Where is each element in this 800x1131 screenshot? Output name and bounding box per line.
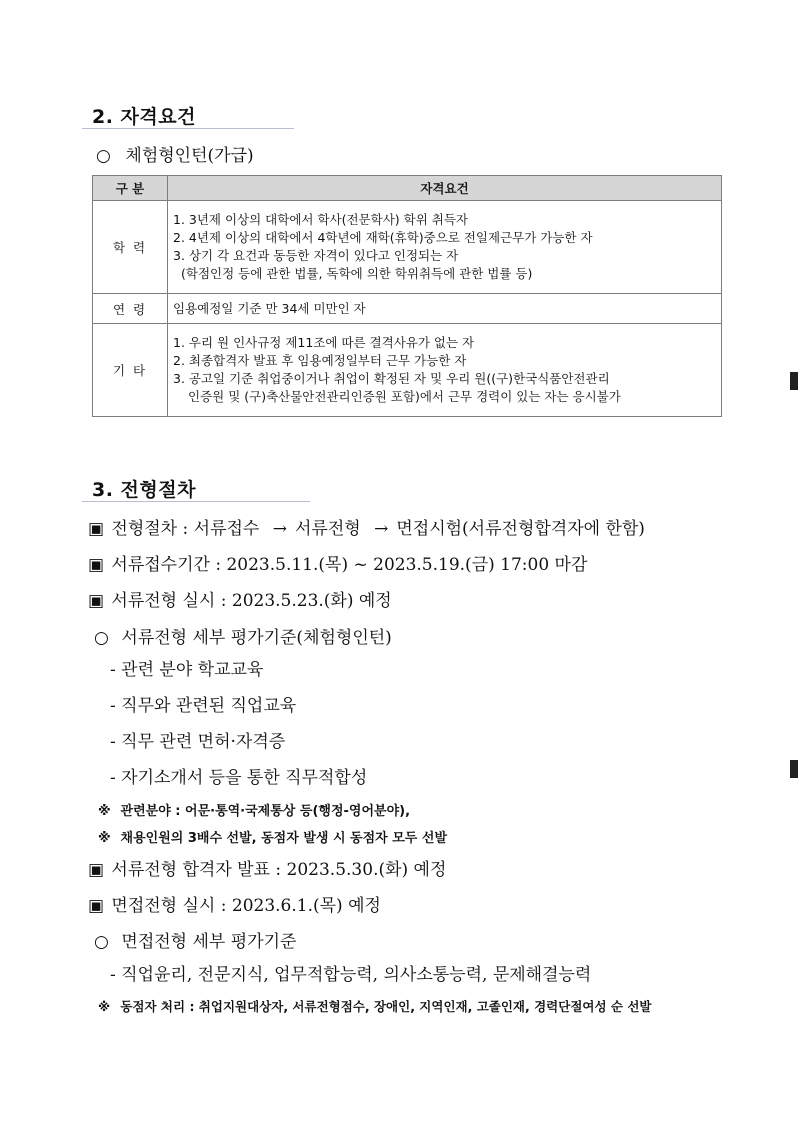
subtitle-intern-type [96,141,254,166]
process-step-1: 서류접수 [193,519,260,539]
qualification-table [92,175,722,417]
requirement-line: 2. 4년제 이상의 대학에서 4학년에 재학(휴학)중으로 전일제근무가 가능한 자 [173,230,593,245]
requirement-line: 인증원 및 (구)축산물안전관리인증원 포함)에서 근무 경력이 있는 자는 응시불가 [188,389,621,404]
requirement-line: 임용예정일 기준 만 34세 미만인 자 [173,300,366,316]
interview-line [88,891,381,916]
process-line [88,514,645,539]
table-row-age [93,294,722,324]
note-selection [98,827,447,846]
arrow-right-icon: → [272,519,287,539]
requirement-line: (학점인정 등에 관한 법률, 독학에 의한 학위취득에 관한 법률 등) [181,266,533,281]
table-row-other [93,324,722,417]
doc-screening-line [88,586,392,611]
row-requirements [168,324,722,417]
process-label: 전형절차 : [111,519,189,539]
note-related-field [98,800,410,819]
requirement-line: 1. 우리 원 인사규정 제11조에 따른 결격사유가 없는 자 [173,335,475,350]
interview-criteria-item: - 직업윤리, 전문지식, 업무적합능력, 의사소통능력, 문제해결능력 [110,965,592,985]
note-text: 관련분야 : 어문·통역·국제통상 등(행정-영어분야), [120,804,411,819]
note-mark-icon: ※ [98,804,111,819]
requirement-line: 2. 최종합격자 발표 후 임용예정일부터 근무 가능한 자 [173,353,467,368]
arrow-right-icon: → [374,519,389,539]
section-2-underline [82,128,294,129]
doc-criteria-item: - 직무 관련 면허·자격증 [110,732,286,752]
doc-criteria-item: - 관련 분야 학교교육 [110,660,264,680]
square-bullet-icon: ▣ [88,896,105,916]
note-mark-icon: ※ [98,999,111,1014]
square-bullet-icon: ▣ [88,519,105,539]
process-step-2: 서류전형 [295,519,361,539]
edge-speck [790,372,798,390]
doc-pass-text: 서류전형 합격자 발표 : 2023.5.30.(화) 예정 [111,860,447,880]
note-text: 채용인원의 3배수 선발, 동점자 발생 시 동점자 모두 선발 [120,831,447,846]
header-requirements: 자격요건 [168,176,722,201]
section-2-title: 2. 자격요건 [92,106,196,128]
doc-criteria-title-line [94,623,392,648]
circle-bullet-icon: ○ [94,932,109,952]
requirement-line: 3. 상기 각 요건과 동등한 자격이 있다고 인정되는 자 [173,248,459,263]
note-tie-break [98,997,651,1015]
row-requirements [168,294,722,324]
header-category: 구 분 [93,176,168,201]
doc-period-line [88,550,587,575]
row-category: 기 타 [93,324,168,417]
doc-period-text: 서류접수기간 : 2023.5.11.(목) ~ 2023.5.19.(금) 17:00 마감 [111,555,588,575]
requirement-line: 3. 공고일 기준 취업중이거나 취업이 확정된 자 및 우리 원((구)한국식품안전관리 [173,371,610,386]
square-bullet-icon: ▣ [88,860,105,880]
doc-criteria-title: 서류전형 세부 평가기준(체험형인턴) [121,628,392,648]
requirement-line: 1. 3년제 이상의 대학에서 학사(전문학사) 학위 취득자 [173,212,468,227]
doc-pass-line [88,855,446,880]
circle-bullet-icon: ○ [96,146,111,166]
doc-criteria-item: - 자기소개서 등을 통한 직무적합성 [110,768,368,788]
row-category: 연 령 [93,294,168,324]
square-bullet-icon: ▣ [88,591,105,611]
row-category: 학 력 [93,201,168,294]
interview-criteria-title-line [94,927,296,952]
interview-text: 면접전형 실시 : 2023.6.1.(목) 예정 [111,896,381,916]
section-3-title: 3. 전형절차 [92,479,196,501]
section-3-underline [82,501,310,502]
interview-criteria-title: 면접전형 세부 평가기준 [121,932,297,952]
table-row-education [93,201,722,294]
doc-screening-text: 서류전형 실시 : 2023.5.23.(화) 예정 [111,591,392,611]
square-bullet-icon: ▣ [88,555,105,575]
circle-bullet-icon: ○ [94,628,109,648]
process-step-3: 면접시험(서류전형합격자에 한함) [396,519,645,539]
note-mark-icon: ※ [98,831,111,846]
note-text: 동점자 처리 : 취업지원대상자, 서류전형점수, 장애인, 지역인재, 고졸인재, 경력단절여성 순 선발 [120,999,652,1014]
subtitle-text: 체험형인턴(가급) [125,146,254,166]
doc-criteria-item: - 직무와 관련된 직업교육 [110,696,297,716]
table-header-row [93,176,722,201]
row-requirements [168,201,722,294]
edge-speck [790,760,798,778]
